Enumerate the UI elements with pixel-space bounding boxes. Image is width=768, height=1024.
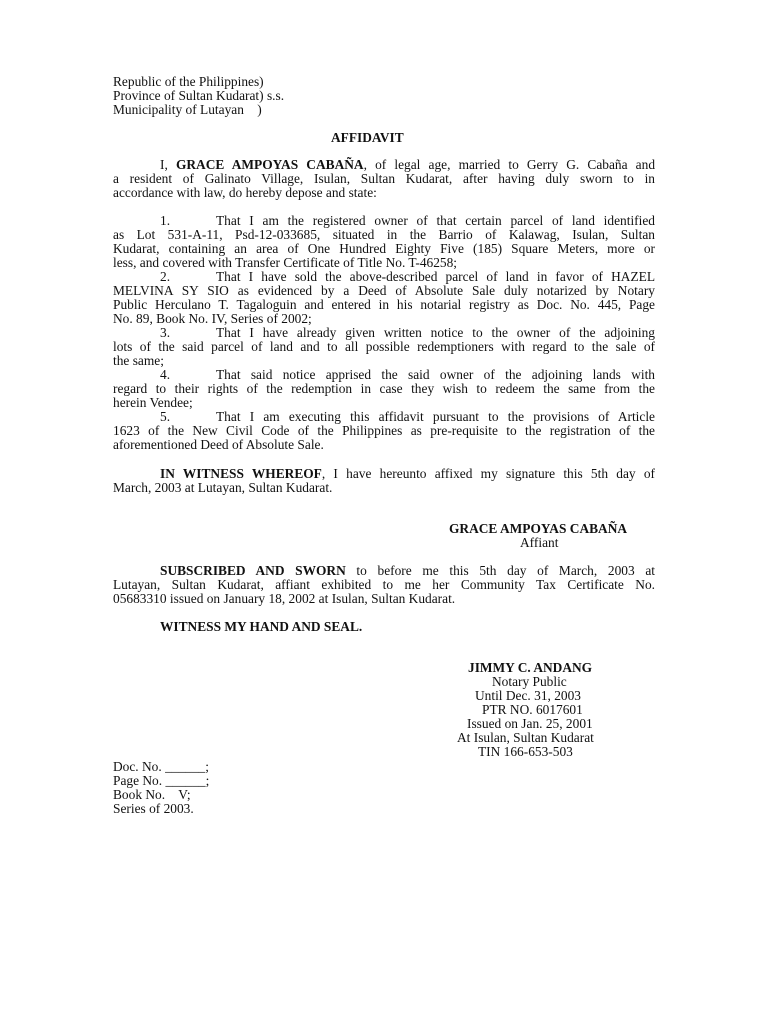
item-2-line-3: Public Herculano T. Tagaloguin and entered in his notarial registry as Doc. No. 445, Page [113, 297, 655, 312]
jurat-lead: SUBSCRIBED AND SWORN [160, 563, 346, 578]
item-number: 5. [160, 409, 171, 424]
witness-line-1-rest: , I have hereunto affixed my signature this 5th day of [321, 466, 655, 481]
caption-municipality: Municipality of Lutayan ) [113, 102, 262, 117]
item-2-line-2: MELVINA SY SIO as evidenced by a Deed of Absolute Sale duly notarized by Notary [113, 283, 655, 298]
caption-province: Province of Sultan Kudarat) s.s. [113, 88, 285, 103]
intro-prefix: I, [160, 157, 176, 172]
registry-book-no: Book No. V; [113, 787, 191, 802]
item-4-line-3: herein Vendee; [113, 395, 193, 410]
jurat-line-1-rest: to before me this 5th day of March, 2003 at [345, 563, 655, 578]
witness-line-1 [160, 467, 655, 481]
intro-line-1-rest: , of legal age, married to Gerry G. Cabaña and [363, 157, 656, 172]
item-2-line-1 [160, 270, 655, 284]
registry-series: Series of 2003. [113, 801, 194, 816]
item-number: 4. [160, 367, 171, 382]
item-5-line-1 [160, 410, 655, 424]
affiant-label: Affiant [520, 535, 559, 550]
item-4-line-2: regard to their rights of the redemption in case they wish to redeem the same from the [113, 381, 655, 396]
notary-issued: Issued on Jan. 25, 2001 [467, 716, 593, 731]
registry-page-no: Page No. ______; [113, 773, 210, 788]
item-3-line-1 [160, 326, 655, 340]
item-3-line-3: the same; [113, 353, 164, 368]
item-5-line-3: aforementioned Deed of Absolute Sale. [113, 437, 324, 452]
item-1-line-1 [160, 214, 655, 228]
intro-line-2: a resident of Galinato Village, Isulan, Sultan Kudarat, after having duly sworn to in [113, 171, 655, 186]
item-number: 2. [160, 269, 171, 284]
item-text: That I am executing this affidavit pursuant to the provisions of Article [216, 409, 655, 424]
item-1-line-2: as Lot 531-A-11, Psd-12-033685, situated in the Barrio of Kalawag, Isulan, Sultan [113, 227, 655, 242]
item-number: 1. [160, 213, 171, 228]
notary-name: JIMMY C. ANDANG [468, 660, 593, 675]
item-4-line-1 [160, 368, 655, 382]
registry-doc-no: Doc. No. ______; [113, 759, 209, 774]
intro-line-1 [160, 158, 655, 172]
item-text: That I am the registered owner of that certain parcel of land identified [216, 213, 655, 228]
jurat-line-3: 05683310 issued on January 18, 2002 at Isulan, Sultan Kudarat. [113, 591, 456, 606]
notary-tin: TIN 166-653-503 [478, 744, 573, 759]
item-2-line-4: No. 89, Book No. IV, Series of 2002; [113, 311, 312, 326]
item-text: That I have already given written notice to the owner of the adjoining [216, 325, 655, 340]
witness-line-2: March, 2003 at Lutayan, Sultan Kudarat. [113, 480, 333, 495]
jurat-line-1 [160, 564, 655, 578]
seal-statement: WITNESS MY HAND AND SEAL. [160, 619, 363, 634]
item-number: 3. [160, 325, 171, 340]
intro-line-3: accordance with law, do hereby depose and state: [113, 185, 377, 200]
notary-location: At Isulan, Sultan Kudarat [457, 730, 594, 745]
notary-until: Until Dec. 31, 2003 [475, 688, 581, 703]
witness-lead: IN WITNESS WHEREOF [160, 466, 322, 481]
item-3-line-2: lots of the said parcel of land and to all possible redemptioners with regard to the sale of [113, 339, 655, 354]
item-1-line-3: Kudarat, containing an area of One Hundred Eighty Five (185) Square Meters, more or [113, 241, 655, 256]
affiant-name-inline: GRACE AMPOYAS CABAÑA [175, 157, 364, 172]
item-text: That said notice apprised the said owner of the adjoining lands with [216, 367, 655, 382]
item-5-line-2: 1623 of the New Civil Code of the Philippines as pre-requisite to the registration of the [113, 423, 655, 438]
notary-ptr: PTR NO. 6017601 [482, 702, 583, 717]
item-1-line-4: less, and covered with Transfer Certificate of Title No. T-46258; [113, 255, 458, 270]
notary-title: Notary Public [492, 674, 567, 689]
affiant-signature-name: GRACE AMPOYAS CABAÑA [449, 521, 628, 536]
item-text: That I have sold the above-described parcel of land in favor of HAZEL [216, 269, 655, 284]
jurat-line-2: Lutayan, Sultan Kudarat, affiant exhibited to me her Community Tax Certificate No. [113, 577, 655, 592]
caption-republic: Republic of the Philippines) [113, 74, 264, 89]
document-title: AFFIDAVIT [331, 130, 404, 145]
